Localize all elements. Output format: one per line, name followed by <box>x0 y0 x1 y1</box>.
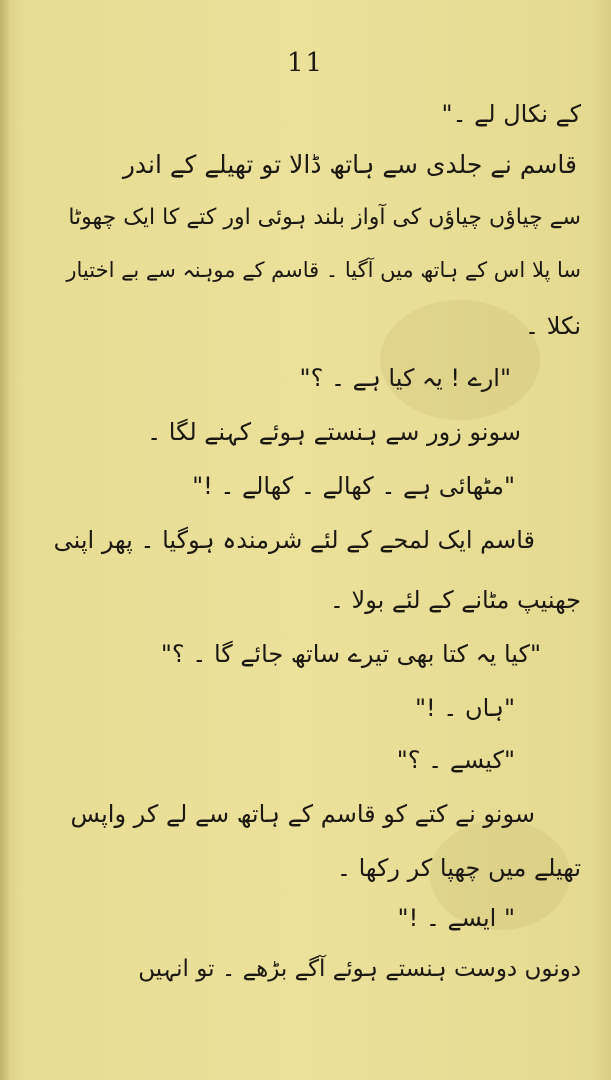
text-line: سے چیاؤں چیاؤں کی آواز بلند ہوئی اور کتے کا ایک چھوٹا <box>68 205 581 230</box>
text-line: دونوں دوست ہنستے ہوئے آگے بڑھے ۔ تو انہیں <box>138 956 581 982</box>
text-line: تھیلے میں چھپا کر رکھا ۔ <box>336 854 581 882</box>
text-line: "ارے ! یہ کیا ہے ۔ ؟" <box>299 364 511 392</box>
text-line: سا پلا اس کے ہاتھ میں آگیا ۔ قاسم کے موہنہ سے بے اختیار <box>66 258 581 282</box>
text-line: " ایسے ۔ !" <box>397 904 515 932</box>
text-line: نکلا ۔ <box>525 312 581 340</box>
text-line: سونو نے کتے کو قاسم کے ہاتھ سے لے کر واپس <box>70 800 535 828</box>
text-line: کے نکال لے ۔" <box>441 100 581 128</box>
text-line: "ہاں ۔ !" <box>414 694 515 722</box>
text-line: "کیسے ۔ ؟" <box>396 746 515 774</box>
paper-stain <box>380 300 540 420</box>
text-line: جھنیپ مٹانے کے لئے بولا ۔ <box>329 586 581 614</box>
page-gutter-shadow <box>0 0 10 1080</box>
page-number: 11 <box>286 48 325 78</box>
text-line: قاسم نے جلدی سے ہاتھ ڈالا تو تھیلے کے اندر <box>122 150 577 179</box>
text-line: "مٹھائی ہے ۔ کھالے ۔ کھالے ۔ !" <box>192 472 515 500</box>
text-line: سونو زور سے ہنستے ہوئے کہنے لگا ۔ <box>147 418 521 446</box>
text-line: "کیا یہ کتا بھی تیرے ساتھ جائے گا ۔ ؟" <box>160 640 541 668</box>
text-line: قاسم ایک لمحے کے لئے شرمندہ ہوگیا ۔ پھر اپنی <box>53 526 535 554</box>
